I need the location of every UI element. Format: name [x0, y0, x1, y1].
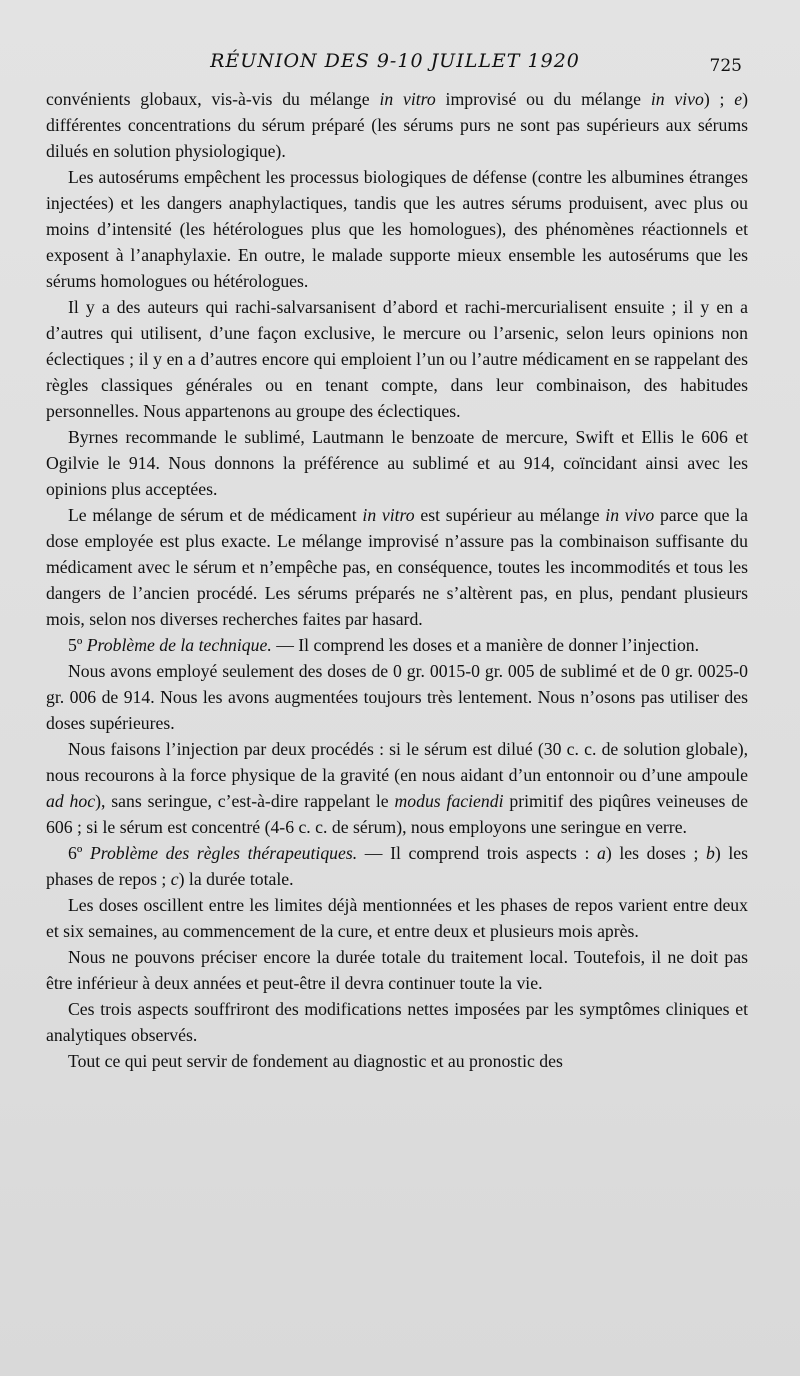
paragraph — [46, 164, 748, 294]
italic-text-segment: c — [170, 869, 179, 889]
running-header — [40, 50, 750, 76]
paragraph — [46, 658, 748, 736]
text-segment: Nous faisons l’injection par deux procédés : si le sérum est dilué (30 c. c. de solution globale), nous recourons à la force physique de la gravité (en nous aidant d’un entonnoir ou d’une ampoule — [46, 739, 748, 785]
text-segment: ) la durée totale. — [178, 869, 294, 889]
text-segment: — Il comprend les doses et a manière de donner l’injection. — [271, 635, 700, 655]
italic-text-segment: a — [597, 843, 606, 863]
text-segment: Le mélange de sérum et de médicament — [68, 505, 363, 525]
text-segment: Il y a des auteurs qui rachi-salvarsanisent d’abord et rachi-mercurialisent ensuite ; il y en a d’autres qui utilisent, d’une façon exclusive, le mercure ou l’arsenic, selon leurs opinions non éclectiques ; il y en a d’autres encore qui emploient l’un ou l’autre médicament en se rappelant des règles classiques générales ou en tenant compte, dans leur combinaison, des habitudes personnelles. Nous appartenons au groupe des éclectiques. — [46, 297, 748, 421]
italic-text-segment: in vitro — [379, 89, 436, 109]
text-segment: ) les phases de repos ; — [46, 843, 749, 889]
italic-text-segment: b — [706, 843, 715, 863]
paragraph — [46, 424, 748, 502]
italic-text-segment: ad hoc — [46, 791, 96, 811]
text-segment: Nous avons employé seulement des doses de 0 gr. 0015-0 gr. 005 de sublimé et de 0 gr. 0025-0 gr. 006 de 914. Nous les avons augmentées toujours très lentement. Nous n’osons pas utiliser des doses supérieures. — [46, 661, 748, 733]
text-segment: 6º — [68, 843, 90, 863]
italic-text-segment: in vitro — [362, 505, 415, 525]
italic-text-segment: modus faciendi — [394, 791, 504, 811]
paragraph — [46, 1048, 748, 1074]
text-segment: ) les doses ; — [605, 843, 707, 863]
text-segment: Byrnes recommande le sublimé, Lautmann le benzoate de mercure, Swift et Ellis le 606 et Ogilvie le 914. Nous donnons la préférence au sublimé et au 914, coïncidant ainsi avec les opinions plus acceptées. — [46, 427, 748, 499]
text-segment: improvisé ou du mélange — [435, 89, 651, 109]
body-text — [46, 86, 748, 1074]
text-segment: Nous ne pouvons préciser encore la durée totale du traitement local. Toutefois, il ne doit pas être inférieur à deux années et peut-être il devra continuer toute la vie. — [46, 947, 748, 993]
paragraph — [46, 996, 748, 1048]
text-segment: Ces trois aspects souffriront des modifications nettes imposées par les symptômes cliniques et analytiques observés. — [46, 999, 748, 1045]
paragraph — [46, 294, 748, 424]
text-segment: ), sans seringue, c’est-à-dire rappelant le — [95, 791, 395, 811]
paragraph — [46, 892, 748, 944]
page-number: 725 — [709, 56, 742, 76]
italic-text-segment: Problème des règles thérapeutiques. — [89, 843, 358, 863]
text-segment: convénients globaux, vis-à-vis du mélange — [46, 89, 380, 109]
italic-text-segment: in vivo — [605, 505, 655, 525]
paragraph — [46, 86, 748, 164]
header-title: RÉUNION DES 9-10 JUILLET 1920 — [210, 50, 580, 72]
text-segment: ) ; — [703, 89, 735, 109]
text-segment: est supérieur au mélange — [414, 505, 606, 525]
text-segment: Les autosérums empêchent les processus biologiques de défense (contre les albumines étranges injectées) et les dangers anaphylactiques, tandis que les autres sérums produisent, avec plus ou moins d’intensité (les hétérologues plus que les homologues), des phénomènes réactionnels et exposent à l’anaphylaxie. En outre, le malade supporte mieux ensemble les autosérums que les sérums homologues ou hétérologues. — [46, 167, 748, 291]
paragraph — [46, 632, 748, 658]
text-segment: primitif des piqûres veineuses de 606 ; si le sérum est concentré (4-6 c. c. de sérum), nous employons une seringue en verre. — [46, 791, 748, 837]
text-segment: Les doses oscillent entre les limites déjà mentionnées et les phases de repos varient entre deux et six semaines, au commencement de la cure, et entre deux et plusieurs mois après. — [46, 895, 748, 941]
paragraph — [46, 840, 748, 892]
text-segment: — Il comprend trois aspects : — [357, 843, 598, 863]
paragraph — [46, 502, 748, 632]
italic-text-segment: e — [734, 89, 743, 109]
italic-text-segment: in vivo — [650, 89, 704, 109]
text-segment: ) différentes concentrations du sérum préparé (les sérums purs ne sont pas supérieurs aux sérums dilués en solution physiologique). — [46, 89, 749, 161]
text-segment: Tout ce qui peut servir de fondement au diagnostic et au pronostic des — [68, 1051, 563, 1071]
italic-text-segment: Problème de la technique. — [86, 635, 272, 655]
text-segment: parce que la dose employée est plus exacte. Le mélange improvisé n’assure pas la combinaison suffisante du médicament avec le sérum et n’empêche pas, en conséquence, toutes les incommodités et tous les dangers de l’ancien procédé. Les sérums préparés ne s’altèrent pas, en plus, pendant plusieurs mois, selon nos diverses recherches faites par hasard. — [46, 505, 748, 629]
paragraph — [46, 944, 748, 996]
text-segment: 5º — [68, 635, 87, 655]
paragraph — [46, 736, 748, 840]
